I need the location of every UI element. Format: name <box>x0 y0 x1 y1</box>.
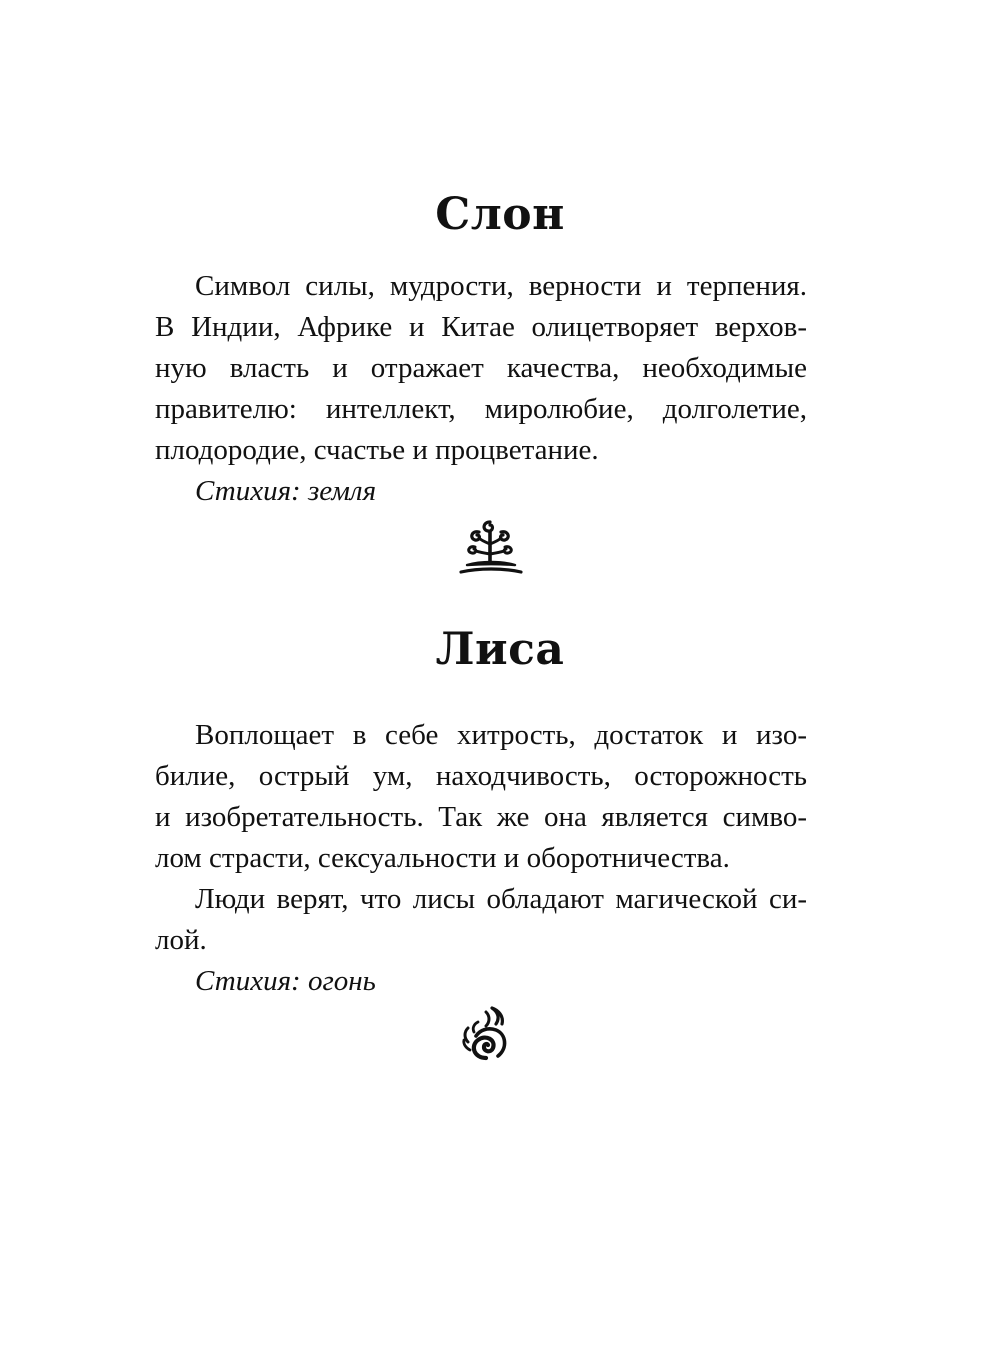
body-line: лом страсти, сексуальности и оборотничества. <box>155 842 730 874</box>
section-body-fox <box>155 715 807 1002</box>
body-line: ную власть и отражает качества, необходимые <box>155 352 807 384</box>
body-line: плодородие, счастье и процветание. <box>155 434 599 466</box>
body-line: В Индии, Африке и Китае олицетворяет верхов- <box>155 311 807 343</box>
body-line: билие, острый ум, находчивость, осторожность <box>155 760 807 792</box>
body-line: Воплощает в себе хитрость, достаток и изо- <box>195 719 807 751</box>
body-line: и изобретательность. Так же она является симво- <box>155 801 807 833</box>
section-title-fox: Лиса <box>435 624 565 675</box>
section-body-elephant <box>155 266 807 512</box>
body-line: правителю: интеллект, миролюбие, долголетие, <box>155 393 807 425</box>
fire-swirl-icon <box>456 1000 514 1066</box>
body-line: лой. <box>155 924 207 956</box>
element-label-elephant: Стихия: земля <box>195 475 377 507</box>
earth-sprout-icon <box>455 514 525 578</box>
section-title-elephant: Слон <box>435 189 565 240</box>
element-label-fox: Стихия: огонь <box>195 965 376 997</box>
body-line: Символ силы, мудрости, верности и терпения. <box>195 270 807 302</box>
body-line: Люди верят, что лисы обладают магической си- <box>195 883 807 915</box>
